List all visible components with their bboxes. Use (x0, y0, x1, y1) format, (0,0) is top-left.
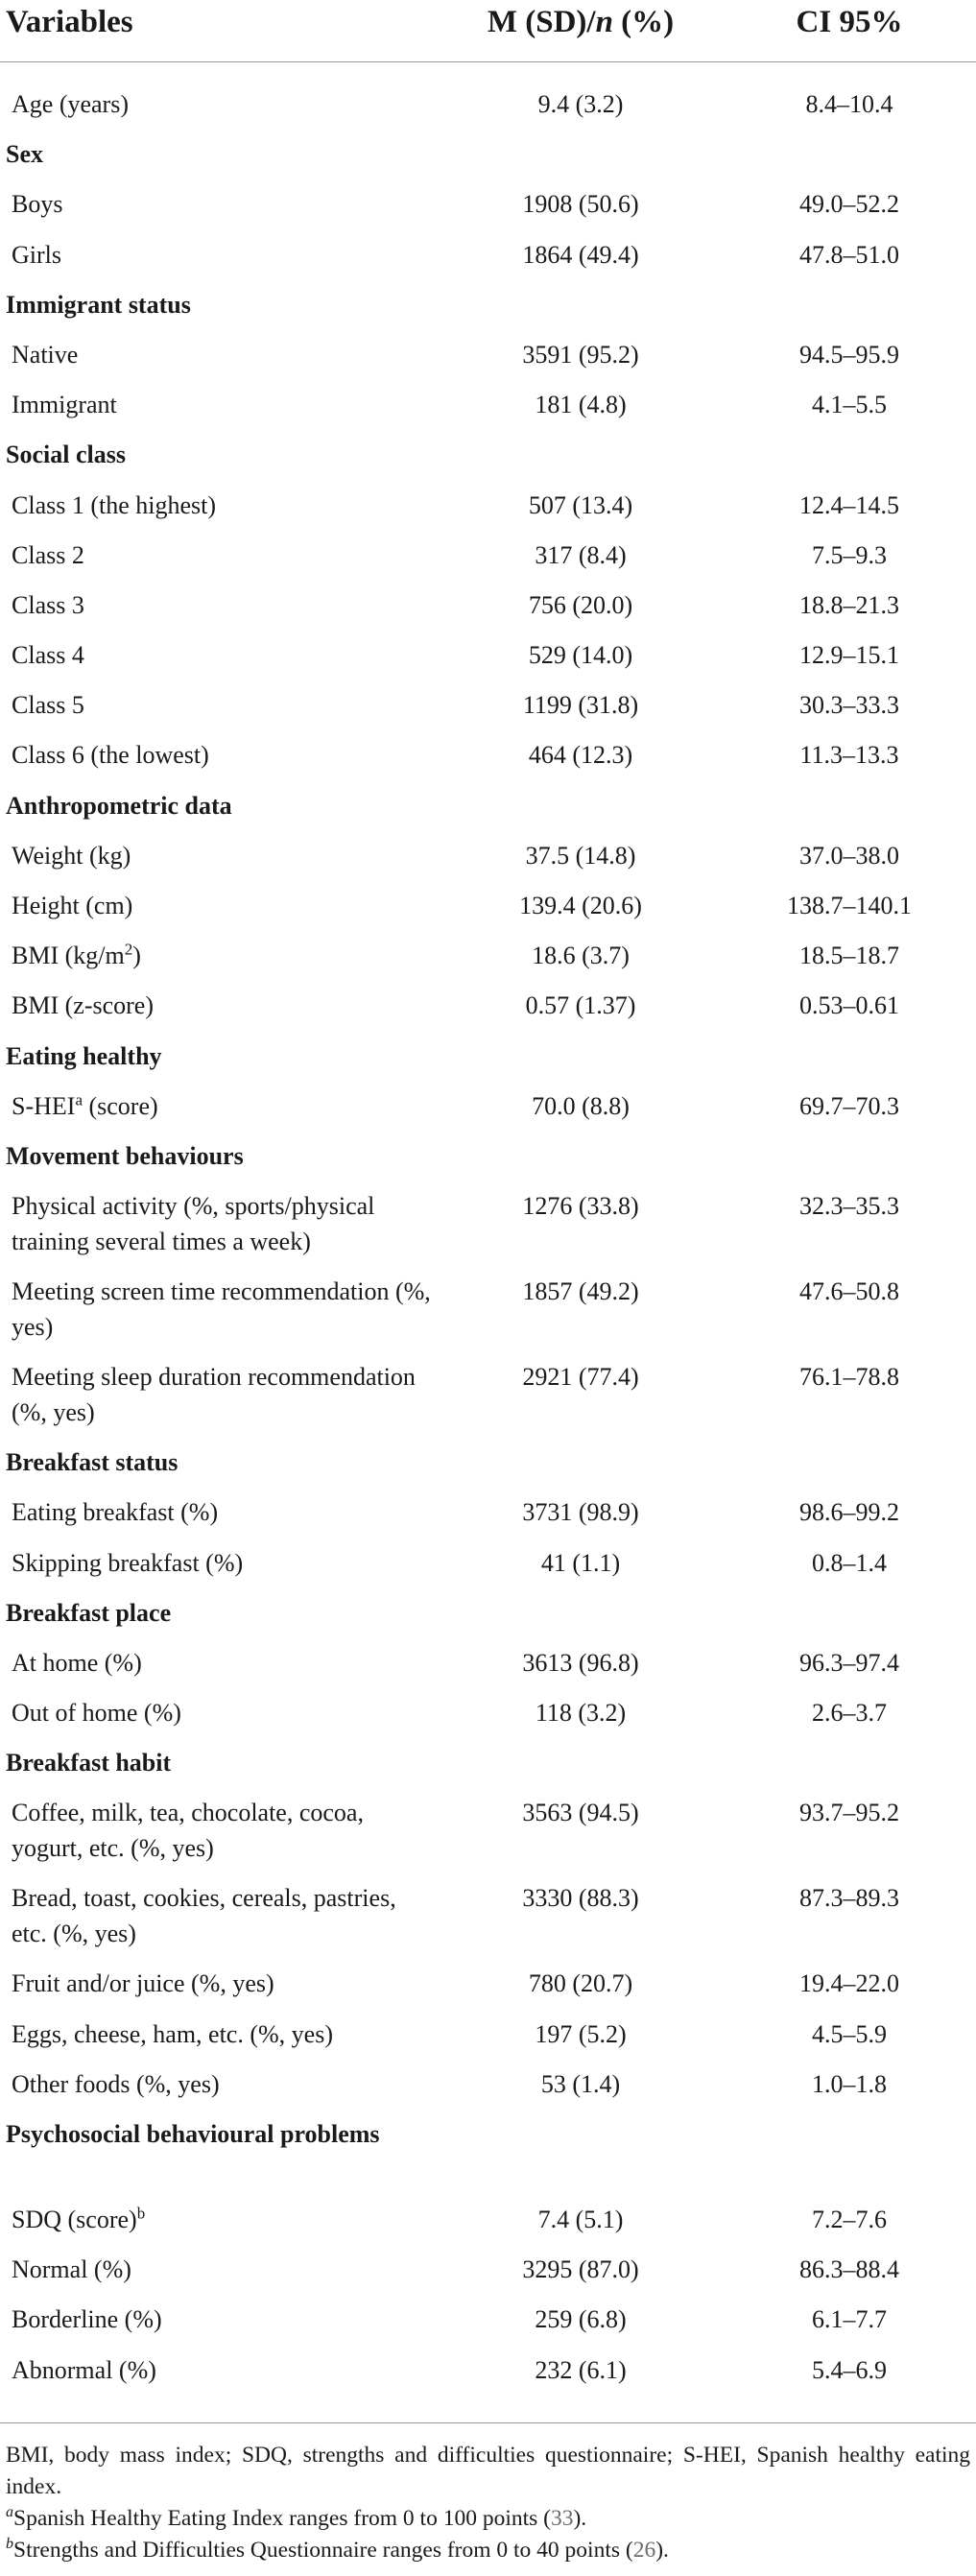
mean-sd-n-cell: 1864 (49.4) (522, 240, 639, 269)
ci-95-cell: 87.3–89.3 (799, 1884, 899, 1913)
ci-95-cell: 12.9–15.1 (799, 641, 899, 670)
table-row (0, 2294, 976, 2344)
label-text: Immigrant status (6, 290, 191, 319)
table-row (0, 1637, 976, 1687)
label-text: S-HEI (12, 1091, 76, 1120)
variable-label (12, 988, 434, 1023)
table-body (0, 79, 976, 2395)
table-row (0, 530, 976, 580)
mean-sd-n-cell: 529 (14.0) (528, 641, 633, 670)
variable-label (12, 637, 434, 673)
footnote-b-mark: b (6, 2536, 13, 2553)
mean-sd-n-cell: 3563 (94.5) (522, 1799, 639, 1827)
variable-label (12, 387, 434, 422)
label-text: Meeting sleep duration recommendation (%, yes) (12, 1363, 416, 1427)
variable-label (12, 1274, 434, 1345)
ci-95-cell: 0.53–0.61 (799, 991, 899, 1020)
label-text: Abnormal (%) (12, 2355, 156, 2384)
footnote-a-mark: a (6, 2504, 13, 2521)
table-bottom-rule (0, 2422, 976, 2423)
ci-95-cell: 1.0–1.8 (812, 2069, 887, 2098)
mean-sd-n-cell: 464 (12.3) (528, 741, 633, 770)
label-text: Breakfast status (6, 1448, 179, 1477)
variable-label (12, 2066, 434, 2102)
label-text: Fruit and/or juice (%, yes) (12, 1969, 274, 1998)
ci-95-cell: 7.5–9.3 (812, 540, 887, 569)
footnote-b (6, 2535, 970, 2566)
ci-95-cell: 47.6–50.8 (799, 1277, 899, 1306)
variable-label (12, 1088, 434, 1124)
section-header-row (0, 1437, 976, 1487)
variable-label (12, 2252, 434, 2287)
mean-sd-n-cell: 259 (6.8) (535, 2305, 627, 2334)
ci-95-cell: 138.7–140.1 (787, 892, 912, 919)
mean-sd-n-cell: 507 (13.4) (528, 490, 633, 519)
label-text: Age (years) (12, 90, 129, 118)
label-text: Class 5 (12, 691, 84, 720)
variable-label (12, 2302, 434, 2337)
label-text: Social class (6, 441, 126, 469)
mean-sd-n-cell: 1276 (33.8) (522, 1192, 639, 1221)
ci-95-cell: 37.0–38.0 (799, 841, 899, 870)
label-superscript: a (75, 1090, 83, 1109)
variable-label (12, 587, 434, 623)
ci-95-cell: 94.5–95.9 (799, 340, 899, 369)
section-header-row (0, 129, 976, 179)
table-row (0, 2059, 976, 2109)
label-text: BMI (z-score) (12, 991, 154, 1020)
table-row (0, 980, 976, 1030)
table-row (0, 229, 976, 279)
header-variables: Variables (6, 5, 133, 39)
mean-sd-n-cell: 2921 (77.4) (522, 1363, 639, 1392)
mean-sd-n-cell: 3295 (87.0) (522, 2255, 639, 2284)
mean-sd-n-cell: 139.4 (20.6) (519, 892, 642, 919)
table-row (0, 2345, 976, 2395)
variable-label (12, 1359, 434, 1430)
label-tail: ) (132, 942, 141, 970)
section-header-row (0, 279, 976, 329)
ci-95-cell: 76.1–78.8 (799, 1363, 899, 1392)
section-header-row (0, 1031, 976, 1081)
table-row (0, 1787, 976, 1872)
mean-sd-n-cell: 232 (6.1) (535, 2355, 627, 2384)
variable-label (12, 2016, 434, 2052)
label-text: Bread, toast, cookies, cereals, pastries, etc. (%, yes) (12, 1884, 396, 1948)
label-text: Eating breakfast (%) (12, 1498, 219, 1527)
table-row (0, 830, 976, 880)
ci-95-cell: 2.6–3.7 (812, 1699, 887, 1728)
variable-label (12, 2202, 434, 2237)
label-text: Psychosocial behavioural problems (6, 2120, 380, 2148)
section-title (6, 136, 428, 172)
mean-sd-n-cell: 118 (3.2) (535, 1699, 627, 1728)
table-row (0, 1181, 976, 1266)
label-text: Coffee, milk, tea, chocolate, cocoa, yogurt, etc. (%, yes) (12, 1799, 364, 1863)
variable-label (12, 488, 434, 523)
footnote-b-tail: ). (655, 2538, 669, 2563)
label-text: SDQ (score) (12, 2206, 137, 2233)
table-row (0, 1487, 976, 1537)
table-footnotes (6, 2440, 970, 2566)
ci-95-cell: 19.4–22.0 (799, 1969, 899, 1998)
section-title (6, 1038, 428, 1074)
mean-sd-n-cell: 18.6 (3.7) (532, 942, 630, 970)
section-title (6, 2116, 428, 2152)
variable-label (12, 186, 434, 222)
ci-95-cell: 18.5–18.7 (799, 942, 899, 970)
footnote-abbreviations: BMI, body mass index; SDQ, strengths and difficulties questionnaire; S-HEI, Spanish healthy eating index. (6, 2443, 970, 2499)
variable-label (12, 1188, 434, 1259)
mean-sd-n-cell: 197 (5.2) (535, 2019, 627, 2048)
section-header-row (0, 1737, 976, 1787)
ci-95-cell: 18.8–21.3 (799, 590, 899, 619)
footnote-b-reference-link[interactable]: 26 (632, 2538, 656, 2563)
footnote-a-reference-link[interactable]: 33 (550, 2506, 574, 2531)
table-row (0, 179, 976, 228)
label-text: Skipping breakfast (%) (12, 1548, 244, 1577)
variable-label (12, 1545, 434, 1581)
label-text: Out of home (%) (12, 1699, 181, 1728)
table-row (0, 930, 976, 980)
ci-95-cell: 47.8–51.0 (799, 240, 899, 269)
table-row (0, 630, 976, 680)
label-tail: (score) (82, 1091, 158, 1120)
table-row (0, 1351, 976, 1437)
table-row (0, 880, 976, 930)
ci-95-cell: 98.6–99.2 (799, 1498, 899, 1527)
mean-sd-n-cell: 53 (1.4) (540, 2069, 621, 2098)
header-n-italic: n (595, 5, 613, 39)
label-text: Class 1 (the highest) (12, 490, 217, 519)
table-row (0, 1872, 976, 1958)
table-row (0, 1958, 976, 2008)
label-text: Height (cm) (12, 892, 133, 919)
footnote-a-tail: ). (573, 2506, 587, 2531)
variable-label (12, 888, 434, 923)
section-header-row (0, 2109, 976, 2194)
label-text: Girls (12, 240, 61, 269)
variable-label (12, 1494, 434, 1530)
section-title (6, 788, 428, 823)
mean-sd-n-cell: 0.57 (1.37) (525, 991, 636, 1020)
mean-sd-n-cell: 3613 (96.8) (522, 1648, 639, 1677)
ci-95-cell: 12.4–14.5 (799, 490, 899, 519)
ci-95-cell: 0.8–1.4 (812, 1548, 887, 1577)
variable-label (12, 687, 434, 723)
footnote-a (6, 2503, 970, 2535)
table-row (0, 680, 976, 729)
ci-95-cell: 6.1–7.7 (812, 2305, 887, 2334)
variable-label (12, 2352, 434, 2388)
mean-sd-n-cell: 3591 (95.2) (522, 340, 639, 369)
mean-sd-n-cell: 3330 (88.3) (522, 1884, 639, 1913)
footnote-a-text: Spanish Healthy Eating Index ranges from 0 to 100 points ( (13, 2506, 551, 2531)
table-row (0, 2194, 976, 2244)
mean-sd-n-cell: 41 (1.1) (540, 1548, 621, 1577)
variable-label (12, 1645, 434, 1681)
ci-95-cell: 4.5–5.9 (812, 2019, 887, 2048)
label-text: Class 4 (12, 641, 84, 670)
table-row (0, 2009, 976, 2059)
section-header-row (0, 1131, 976, 1181)
section-title (6, 1138, 428, 1174)
label-text: Movement behaviours (6, 1141, 244, 1170)
header-divider (0, 61, 976, 62)
variable-label (12, 237, 434, 273)
variable-label (12, 337, 434, 372)
variable-label (12, 537, 434, 573)
table-row (0, 1687, 976, 1737)
variable-label (12, 1795, 434, 1866)
footnote-b-text: Strengths and Difficulties Questionnaire ranges from 0 to 40 points ( (13, 2538, 633, 2563)
section-title (6, 1444, 428, 1480)
mean-sd-n-cell: 780 (20.7) (528, 1969, 633, 1998)
ci-95-cell: 32.3–35.3 (799, 1192, 899, 1221)
table-row (0, 79, 976, 129)
label-superscript: 2 (124, 940, 133, 959)
label-text: Normal (%) (12, 2255, 131, 2284)
mean-sd-n-cell: 1857 (49.2) (522, 1277, 639, 1306)
label-text: Native (12, 340, 79, 369)
table-row (0, 1538, 976, 1587)
mean-sd-n-cell: 756 (20.0) (528, 590, 633, 619)
variable-label (12, 737, 434, 773)
section-title (6, 1745, 428, 1780)
label-text: Physical activity (%, sports/physical training several times a week) (12, 1192, 375, 1256)
mean-sd-n-cell: 7.4 (5.1) (537, 2206, 624, 2233)
label-text: Class 3 (12, 590, 84, 619)
variable-label (12, 838, 434, 873)
ci-95-cell: 8.4–10.4 (805, 90, 893, 118)
mean-sd-n-cell: 3731 (98.9) (522, 1498, 639, 1527)
section-title (6, 287, 428, 322)
variable-label (12, 86, 434, 122)
label-text: Class 2 (12, 540, 84, 569)
section-header-row (0, 1587, 976, 1637)
ci-95-cell: 86.3–88.4 (799, 2255, 899, 2284)
label-text: Eggs, cheese, ham, etc. (%, yes) (12, 2019, 333, 2048)
mean-sd-n-cell: 9.4 (3.2) (537, 90, 624, 118)
variable-label (12, 1880, 434, 1951)
ci-95-cell: 4.1–5.5 (812, 391, 887, 419)
label-text: Weight (kg) (12, 841, 131, 870)
table-row (0, 379, 976, 429)
section-header-row (0, 429, 976, 479)
ci-95-cell: 7.2–7.6 (812, 2206, 887, 2233)
label-text: Sex (6, 140, 43, 169)
section-title (6, 437, 428, 472)
ci-95-cell: 69.7–70.3 (799, 1091, 899, 1120)
header-percent-text: (%) (612, 5, 675, 39)
label-text: BMI (kg/m (12, 942, 125, 970)
label-text: Anthropometric data (6, 791, 232, 820)
label-text: Class 6 (the lowest) (12, 741, 209, 770)
ci-95-cell: 93.7–95.2 (799, 1799, 899, 1827)
section-title (6, 1595, 428, 1631)
ci-95-cell: 96.3–97.4 (799, 1648, 899, 1677)
mean-sd-n-cell: 37.5 (14.8) (525, 841, 636, 870)
table-row (0, 729, 976, 779)
ci-95-cell: 30.3–33.3 (799, 691, 899, 720)
mean-sd-n-cell: 317 (8.4) (535, 540, 627, 569)
section-header-row (0, 780, 976, 830)
mean-sd-n-cell: 1199 (31.8) (522, 691, 639, 720)
table-row (0, 580, 976, 630)
label-text: Other foods (%, yes) (12, 2069, 220, 2098)
table-row (0, 1081, 976, 1131)
table-row (0, 2244, 976, 2294)
header-ci-95: CI 95% (796, 5, 903, 39)
ci-95-cell: 11.3–13.3 (799, 741, 899, 770)
table-row (0, 480, 976, 530)
label-text: Boys (12, 190, 63, 219)
header-mean-sd-text: M (SD)/ (487, 5, 596, 39)
ci-95-cell: 49.0–52.2 (799, 190, 899, 219)
table-row (0, 329, 976, 379)
mean-sd-n-cell: 70.0 (8.8) (532, 1091, 630, 1120)
table-row (0, 1266, 976, 1351)
ci-95-cell: 5.4–6.9 (812, 2355, 887, 2384)
variable-label (12, 1695, 434, 1730)
label-text: Eating healthy (6, 1041, 162, 1070)
label-text: Borderline (%) (12, 2305, 162, 2334)
label-superscript: b (136, 2204, 146, 2223)
header-mean-sd-n (437, 0, 725, 44)
mean-sd-n-cell: 181 (4.8) (535, 391, 627, 419)
label-text: Meeting screen time recommendation (%, yes) (12, 1277, 431, 1342)
label-text: Breakfast place (6, 1598, 172, 1627)
label-text: Immigrant (12, 391, 117, 419)
label-text: Breakfast habit (6, 1749, 172, 1777)
variable-label (12, 938, 434, 973)
label-text: At home (%) (12, 1648, 142, 1677)
mean-sd-n-cell: 1908 (50.6) (522, 190, 639, 219)
table-header-row (0, 0, 976, 58)
variable-label (12, 1966, 434, 2001)
